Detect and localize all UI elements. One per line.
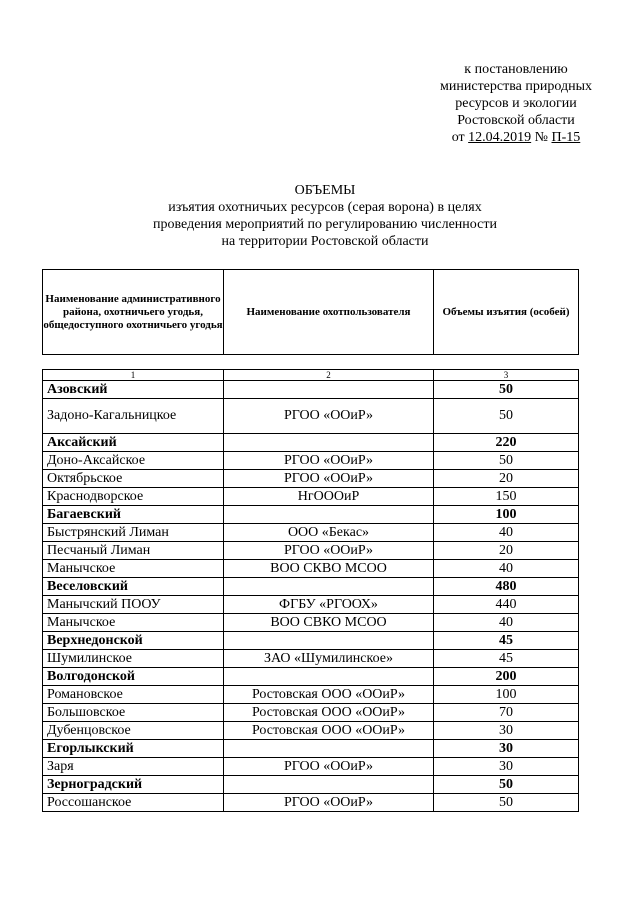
- appendix-line-3: ресурсов и экологии: [455, 96, 577, 111]
- volume-cell: 480: [434, 578, 579, 596]
- title-line-1: изъятия охотничьих ресурсов (серая ворона) в целях: [168, 200, 482, 215]
- volume-cell: 50: [434, 452, 579, 470]
- area-name-cell: Манычское: [43, 560, 224, 578]
- table-row: [43, 650, 579, 668]
- header-row: [43, 270, 579, 355]
- volume-cell: 40: [434, 524, 579, 542]
- table-row: [43, 614, 579, 632]
- district-row: [43, 381, 579, 399]
- user-cell: ВОО СВКО МСОО: [224, 614, 434, 632]
- area-name-cell: Манычский ПООУ: [43, 596, 224, 614]
- column-number: 2: [224, 370, 434, 381]
- volume-cell: 30: [434, 740, 579, 758]
- area-name-cell: Октябрьское: [43, 470, 224, 488]
- user-cell: РГОО «ООиР»: [224, 794, 434, 812]
- volume-cell: 50: [434, 794, 579, 812]
- district-row: [43, 578, 579, 596]
- area-name-cell: Песчаный Лиман: [43, 542, 224, 560]
- volume-cell: 30: [434, 722, 579, 740]
- area-name-cell: Задоно-Кагальницкое: [43, 399, 224, 434]
- user-cell: [224, 434, 434, 452]
- appendix-date-line: [418, 129, 614, 146]
- table-row: [43, 722, 579, 740]
- volume-cell: 200: [434, 668, 579, 686]
- volume-cell: 40: [434, 614, 579, 632]
- user-cell: РГОО «ООиР»: [224, 399, 434, 434]
- area-name-cell: Краснодворское: [43, 488, 224, 506]
- volume-cell: 30: [434, 758, 579, 776]
- area-name-cell: Верхнедонской: [43, 632, 224, 650]
- table-row: [43, 524, 579, 542]
- appendix-line-1: к постановлению: [464, 62, 568, 77]
- volume-cell: 100: [434, 506, 579, 524]
- table-row: [43, 399, 579, 434]
- user-cell: РГОО «ООиР»: [224, 542, 434, 560]
- table-row: [43, 596, 579, 614]
- user-cell: [224, 740, 434, 758]
- area-name-cell: Зерноградский: [43, 776, 224, 794]
- appendix-line-4: Ростовской области: [457, 113, 575, 128]
- area-name-cell: Большовское: [43, 704, 224, 722]
- resolution-date: 12.04.2019: [468, 130, 532, 145]
- volume-cell: 440: [434, 596, 579, 614]
- user-cell: ФГБУ «РГООХ»: [224, 596, 434, 614]
- table-row: [43, 470, 579, 488]
- area-name-cell: Волгодонской: [43, 668, 224, 686]
- user-cell: ООО «Бекас»: [224, 524, 434, 542]
- user-cell: Ростовская ООО «ООиР»: [224, 686, 434, 704]
- table-row: [43, 794, 579, 812]
- district-row: [43, 740, 579, 758]
- column-number-row: [43, 370, 579, 381]
- user-cell: [224, 381, 434, 399]
- user-cell: [224, 578, 434, 596]
- user-cell: [224, 668, 434, 686]
- district-row: [43, 632, 579, 650]
- appendix-header: [418, 61, 614, 146]
- header-district: Наименование административного района, охотничьего угодья, общедоступного охотничьего угодья: [43, 270, 224, 355]
- area-name-cell: Заря: [43, 758, 224, 776]
- header-user: Наименование охотпользователя: [224, 270, 434, 355]
- table-row: [43, 488, 579, 506]
- volume-cell: 45: [434, 650, 579, 668]
- district-row: [43, 434, 579, 452]
- table-row: [43, 686, 579, 704]
- volume-cell: 150: [434, 488, 579, 506]
- district-row: [43, 506, 579, 524]
- area-name-cell: Быстрянский Лиман: [43, 524, 224, 542]
- area-name-cell: Шумилинское: [43, 650, 224, 668]
- document-title: [130, 182, 520, 250]
- area-name-cell: Аксайский: [43, 434, 224, 452]
- volume-cell: 40: [434, 560, 579, 578]
- table-row: [43, 560, 579, 578]
- header-volume: Объемы изъятия (особей): [434, 270, 579, 355]
- table-row: [43, 758, 579, 776]
- volume-cell: 50: [434, 776, 579, 794]
- user-cell: [224, 506, 434, 524]
- user-cell: НгОООиР: [224, 488, 434, 506]
- title-line-3: на территории Ростовской области: [221, 234, 429, 249]
- number-prefix: №: [531, 130, 552, 145]
- volumes-table: [42, 369, 579, 812]
- volume-cell: 20: [434, 470, 579, 488]
- district-row: [43, 668, 579, 686]
- volume-cell: 50: [434, 381, 579, 399]
- area-name-cell: Егорлыкский: [43, 740, 224, 758]
- header-table: [42, 269, 579, 355]
- title-line-2: проведения мероприятий по регулированию численности: [153, 217, 497, 232]
- table-row: [43, 452, 579, 470]
- title-heading: ОБЪЕМЫ: [294, 183, 356, 198]
- user-cell: РГОО «ООиР»: [224, 470, 434, 488]
- volume-cell: 70: [434, 704, 579, 722]
- volume-cell: 20: [434, 542, 579, 560]
- user-cell: РГОО «ООиР»: [224, 758, 434, 776]
- area-name-cell: Азовский: [43, 381, 224, 399]
- area-name-cell: Веселовский: [43, 578, 224, 596]
- column-number: 1: [43, 370, 224, 381]
- user-cell: ЗАО «Шумилинское»: [224, 650, 434, 668]
- area-name-cell: Багаевский: [43, 506, 224, 524]
- user-cell: РГОО «ООиР»: [224, 452, 434, 470]
- volume-cell: 45: [434, 632, 579, 650]
- user-cell: [224, 632, 434, 650]
- user-cell: [224, 776, 434, 794]
- area-name-cell: Дубенцовское: [43, 722, 224, 740]
- area-name-cell: Россошанское: [43, 794, 224, 812]
- table-row: [43, 542, 579, 560]
- area-name-cell: Доно-Аксайское: [43, 452, 224, 470]
- volume-cell: 220: [434, 434, 579, 452]
- appendix-line-2: министерства природных: [440, 79, 592, 94]
- resolution-number: П-15: [551, 130, 581, 145]
- district-row: [43, 776, 579, 794]
- volume-cell: 50: [434, 399, 579, 434]
- user-cell: Ростовская ООО «ООиР»: [224, 704, 434, 722]
- volume-cell: 100: [434, 686, 579, 704]
- table-row: [43, 704, 579, 722]
- area-name-cell: Романовское: [43, 686, 224, 704]
- area-name-cell: Манычское: [43, 614, 224, 632]
- user-cell: ВОО СКВО МСОО: [224, 560, 434, 578]
- column-number: 3: [434, 370, 579, 381]
- user-cell: Ростовская ООО «ООиР»: [224, 722, 434, 740]
- date-prefix: от: [451, 130, 469, 145]
